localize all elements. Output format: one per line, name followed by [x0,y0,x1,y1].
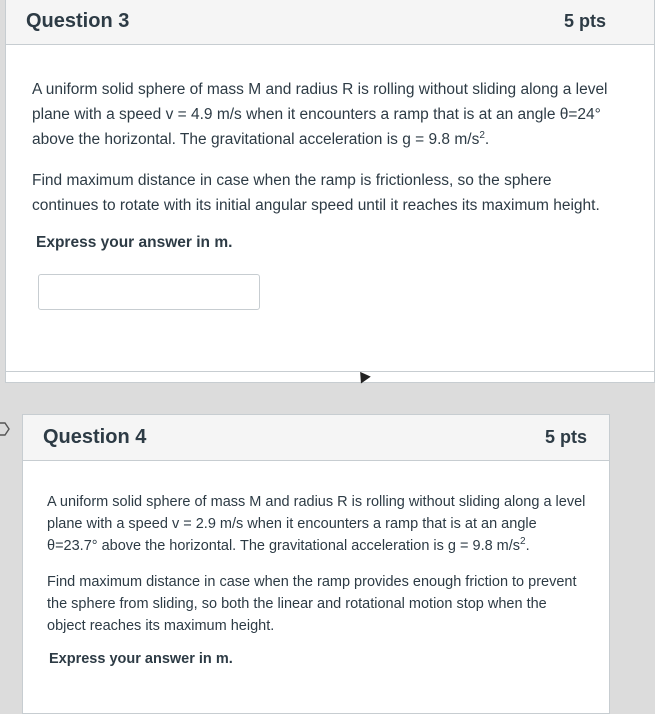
question-4-points: 5 pts [544,427,587,447]
question-4-body [23,461,609,667]
question-3-points: 5 pts [563,11,606,31]
question-3-header [6,0,654,45]
question-3-instruction: Express your answer in m. [36,234,233,251]
question-4-header [23,415,609,461]
question-4-title: Question 4 [43,426,147,448]
question-3-title: Question 3 [26,10,130,32]
question-4-text: A uniform solid sphere of mass M and radius R is rolling without sliding along a level plane with a speed v = 2.9 m/s when it encounters a ramp that is at an angle θ=23.7° above the horizontal. The gravitational acceleration is g = 9.8 $m/s^2$. [47,494,586,554]
question-3-footer-divider [6,371,654,372]
question-4-card [22,414,610,714]
question-3-prompt: Find maximum distance in case when the ramp is frictionless, so the sphere continues to rotate with its initial angular speed until it reaches its maximum height. [32,172,600,214]
question-3-text: A uniform solid sphere of mass M and radius R is rolling without sliding along a level plane with a speed v = 4.9 m/s when it encounters a ramp that is at an angle θ=24° above the horizontal. The gravitational acceleration is g = 9.8 $m/s^2$. [32,81,608,148]
flag-icon[interactable] [0,422,10,436]
question-3-answer-input[interactable] [38,274,260,310]
question-3-body [6,45,654,310]
question-3-card [5,0,655,383]
question-4-prompt: Find maximum distance in case when the ramp provides enough friction to prevent the sphere from sliding, so both the linear and rotational motion stop when the object reaches its maximum height. [47,574,577,634]
question-4-instruction: Express your answer in m. [49,651,233,667]
